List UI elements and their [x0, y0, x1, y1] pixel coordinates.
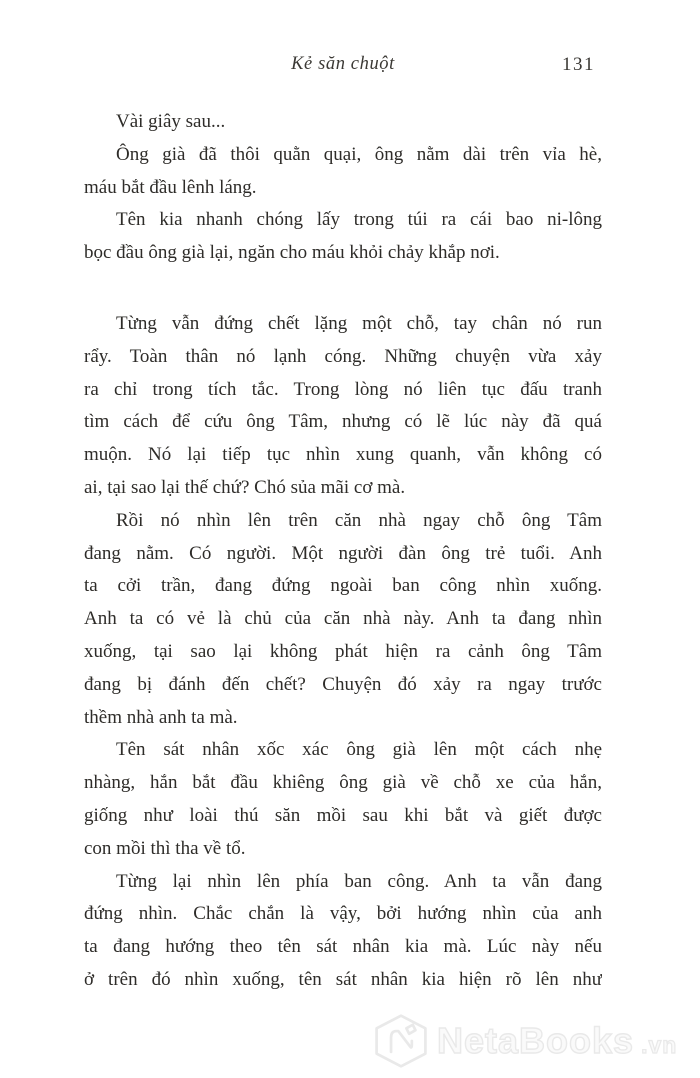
paragraph: [84, 139, 602, 205]
paragraph: [84, 106, 602, 139]
watermark: [372, 1012, 677, 1070]
watermark-brand-text: NetaBooks: [437, 1020, 635, 1061]
text-line: Vài giây sau...: [116, 111, 226, 132]
page-header: [84, 54, 602, 80]
paragraph: [84, 866, 602, 997]
hexagon-n-icon: [372, 1013, 430, 1069]
page-number: 131: [562, 54, 595, 75]
text-line: thềm nhà anh ta mà.: [84, 706, 238, 728]
text-line: Tên kia nhanh chóng lấy trong túi ra cái bao ni-lông: [116, 209, 602, 231]
text-line: con mồi thì tha về tổ.: [84, 837, 246, 859]
text-line: ta cởi trần, đang đứng ngoài ban công nhìn xuống.: [84, 575, 602, 597]
watermark-tld-text: .vn: [641, 1031, 678, 1058]
text-line: Tên sát nhân xốc xác ông già lên một cách nhẹ: [116, 739, 602, 761]
paragraph: [84, 734, 602, 865]
text-line: Rồi nó nhìn lên trên căn nhà ngay chỗ ông Tâm: [116, 509, 602, 531]
text-line: Ông già đã thôi quằn quại, ông nằm dài trên vỉa hè,: [116, 143, 602, 165]
text-line: Từng vẫn đứng chết lặng một chỗ, tay chân nó run: [116, 312, 602, 334]
paragraph: [84, 308, 602, 505]
text-line: xuống, tại sao lại không phát hiện ra cảnh ông Tâm: [84, 640, 602, 662]
text-line: giống như loài thú săn mồi sau khi bắt và giết được: [84, 804, 602, 826]
paragraph: [84, 204, 602, 270]
text-line: tìm cách để cứu ông Tâm, nhưng có lẽ lúc này đã quá: [84, 411, 602, 433]
text-line: đang bị đánh đến chết? Chuyện đó xảy ra ngay trước: [84, 673, 602, 695]
text-line: muộn. Nó lại tiếp tục nhìn xung quanh, vẫn không có: [84, 444, 602, 466]
text-line: ra chỉ trong tích tắc. Trong lòng nó liên tục đấu tranh: [84, 378, 602, 400]
text-line: ta đang hướng theo tên sát nhân kia mà. Lúc này nếu: [84, 936, 602, 958]
text-line: rẩy. Toàn thân nó lạnh cóng. Những chuyện vừa xảy: [84, 345, 602, 367]
text-line: Từng lại nhìn lên phía ban công. Anh ta vẫn đang: [116, 870, 602, 892]
page-body-text: [84, 106, 602, 997]
paragraph: [84, 505, 602, 735]
text-line: máu bắt đầu lênh láng.: [84, 176, 257, 198]
text-line: bọc đầu ông già lại, ngăn cho máu khỏi chảy khắp nơi.: [84, 242, 500, 264]
section-break: [84, 270, 602, 308]
text-line: Anh ta có vẻ là chủ của căn nhà này. Anh ta đang nhìn: [84, 608, 602, 630]
text-line: nhàng, hắn bắt đầu khiêng ông già về chỗ xe của hắn,: [84, 772, 602, 794]
text-line: đang nằm. Có người. Một người đàn ông trẻ tuổi. Anh: [84, 542, 602, 564]
text-line: ở trên đó nhìn xuống, tên sát nhân kia hiện rõ lên như: [84, 968, 602, 990]
text-line: ai, tại sao lại thế chứ? Chó sủa mãi cơ mà.: [84, 476, 406, 498]
running-title: Kẻ săn chuột: [291, 54, 395, 74]
text-line: đứng nhìn. Chắc chắn là vậy, bởi hướng nhìn của anh: [84, 903, 602, 925]
